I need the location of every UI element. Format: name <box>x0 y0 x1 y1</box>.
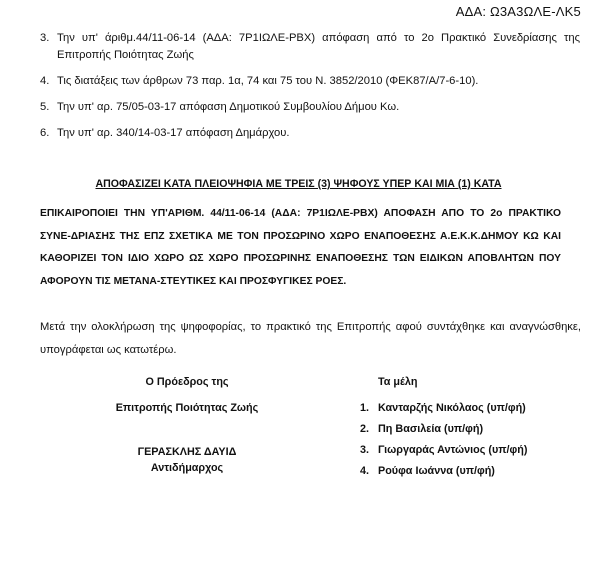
member-number: 2. <box>360 423 370 435</box>
list-item-number: 5. <box>40 101 50 113</box>
member-name: Κανταρζής Νικόλαος (υπ/φή) <box>378 402 526 414</box>
chairman-signature-block <box>92 376 282 478</box>
chairman-name: ΓΕΡΑΣΚΛΗΣ ΔΑΥΙΔ <box>137 446 237 458</box>
member-number: 4. <box>360 465 370 477</box>
closing-paragraph: Μετά την ολοκλήρωση της ψηφοφορίας, το πρακτικό της Επιτροπής αφού συντάχθηκε και αναγνώσθηκε, υπογράφεται ως κατωτέρω. <box>40 321 581 356</box>
list-item <box>40 30 580 64</box>
members-signature-block <box>360 376 527 486</box>
list-item-text: Την υπ' άριθμ.44/11-06-14 (ΑΔΑ: 7Ρ1ΙΩΛΕ-ΡΒΧ) απόφαση από το 2ο Πρακτικό Συνεδρίασης της Επιτροπής Ποιότητας Ζωής <box>57 32 580 61</box>
decision-body: ΕΠΙΚΑΙΡΟΠΟΙΕΙ ΤΗΝ ΥΠ'ΑΡΙΘΜ. 44/11-06-14 (ΑΔΑ: 7Ρ1ΙΩΛΕ-ΡΒΧ) ΑΠΟΦΑΣΗ ΑΠΟ ΤΟ 2ο ΠΡΑΚΤΙΚΟ ΣΥΝΕ-ΔΡΙΑΣΗΣ ΤΗΣ ΕΠΖ ΣΧΕΤΙΚΑ ΜΕ ΤΟΝ ΠΡΟΣΩΡΙΝΟ ΧΩΡΟ ΕΝΑΠΟΘΕΣΗΣ Α.Ε.Κ.Κ.ΔΗΜΟΥ ΚΩ ΚΑΙ ΚΑΘΟΡΙΖΕΙ ΤΟΝ ΙΔΙΟ ΧΩΡΟ ΩΣ ΧΩΡΟ ΠΡΟΣΩΡΙΝΗΣ ΕΝΑΠΟΘΕΣΗΣ ΤΩΝ ΕΙΔΙΚΩΝ ΑΠΟΒΛΗΤΩΝ ΠΟΥ ΑΦΟΡΟΥΝ ΤΙΣ ΜΕΤΑΝΑ-ΣΤΕΥΤΙΚΕΣ ΚΑΙ ΠΡΟΣΦΥΓΙΚΕΣ ΡΟΕΣ. <box>40 208 561 287</box>
considerations-list <box>40 30 580 151</box>
member-name: Γιωργαράς Αντώνιος (υπ/φή) <box>378 444 528 456</box>
list-item <box>40 73 580 90</box>
decision-heading: ΑΠΟΦΑΣΙΖΕΙ ΚΑΤΑ ΠΛΕΙΟΨΗΦΙΑ ΜΕ ΤΡΕΙΣ (3) ΨΗΦΟΥΣ ΥΠΕΡ ΚΑΙ ΜΙΑ (1) ΚΑΤΑ <box>95 178 502 190</box>
list-item-number: 3. <box>40 32 50 44</box>
list-item-number: 4. <box>40 75 50 87</box>
list-item <box>40 125 580 142</box>
member-number: 1. <box>360 402 370 414</box>
member-number: 3. <box>360 444 370 456</box>
list-item-text: Τις διατάξεις των άρθρων 73 παρ. 1α, 74 και 75 του Ν. 3852/2010 (ΦΕΚ87/Α/7-6-10). <box>57 75 479 87</box>
list-item-text: Την υπ' αρ. 75/05-03-17 απόφαση Δημοτικού Συμβουλίου Δήμου Κω. <box>57 101 400 113</box>
member-item <box>360 402 527 423</box>
member-name: Ρούφα Ιωάννα (υπ/φή) <box>378 465 495 477</box>
list-item-number: 6. <box>40 127 50 139</box>
members-title: Τα μέλη <box>378 376 418 388</box>
member-item <box>360 465 527 486</box>
member-item <box>360 423 527 444</box>
member-item <box>360 444 527 465</box>
list-item <box>40 99 580 116</box>
list-item-text: Την υπ' αρ. 340/14-03-17 απόφαση Δημάρχου. <box>57 127 290 139</box>
chairman-title-line-1: Ο Πρόεδρος της <box>145 376 229 388</box>
member-name: Πη Βασιλεία (υπ/φή) <box>378 423 484 435</box>
chairman-title-line-2: Επιτροπής Ποιότητας Ζωής <box>115 402 259 414</box>
chairman-role: Αντιδήμαρχος <box>150 462 224 474</box>
ada-code: ΑΔΑ: Ω3Α3ΩΛΕ-ΛΚ5 <box>455 4 581 19</box>
